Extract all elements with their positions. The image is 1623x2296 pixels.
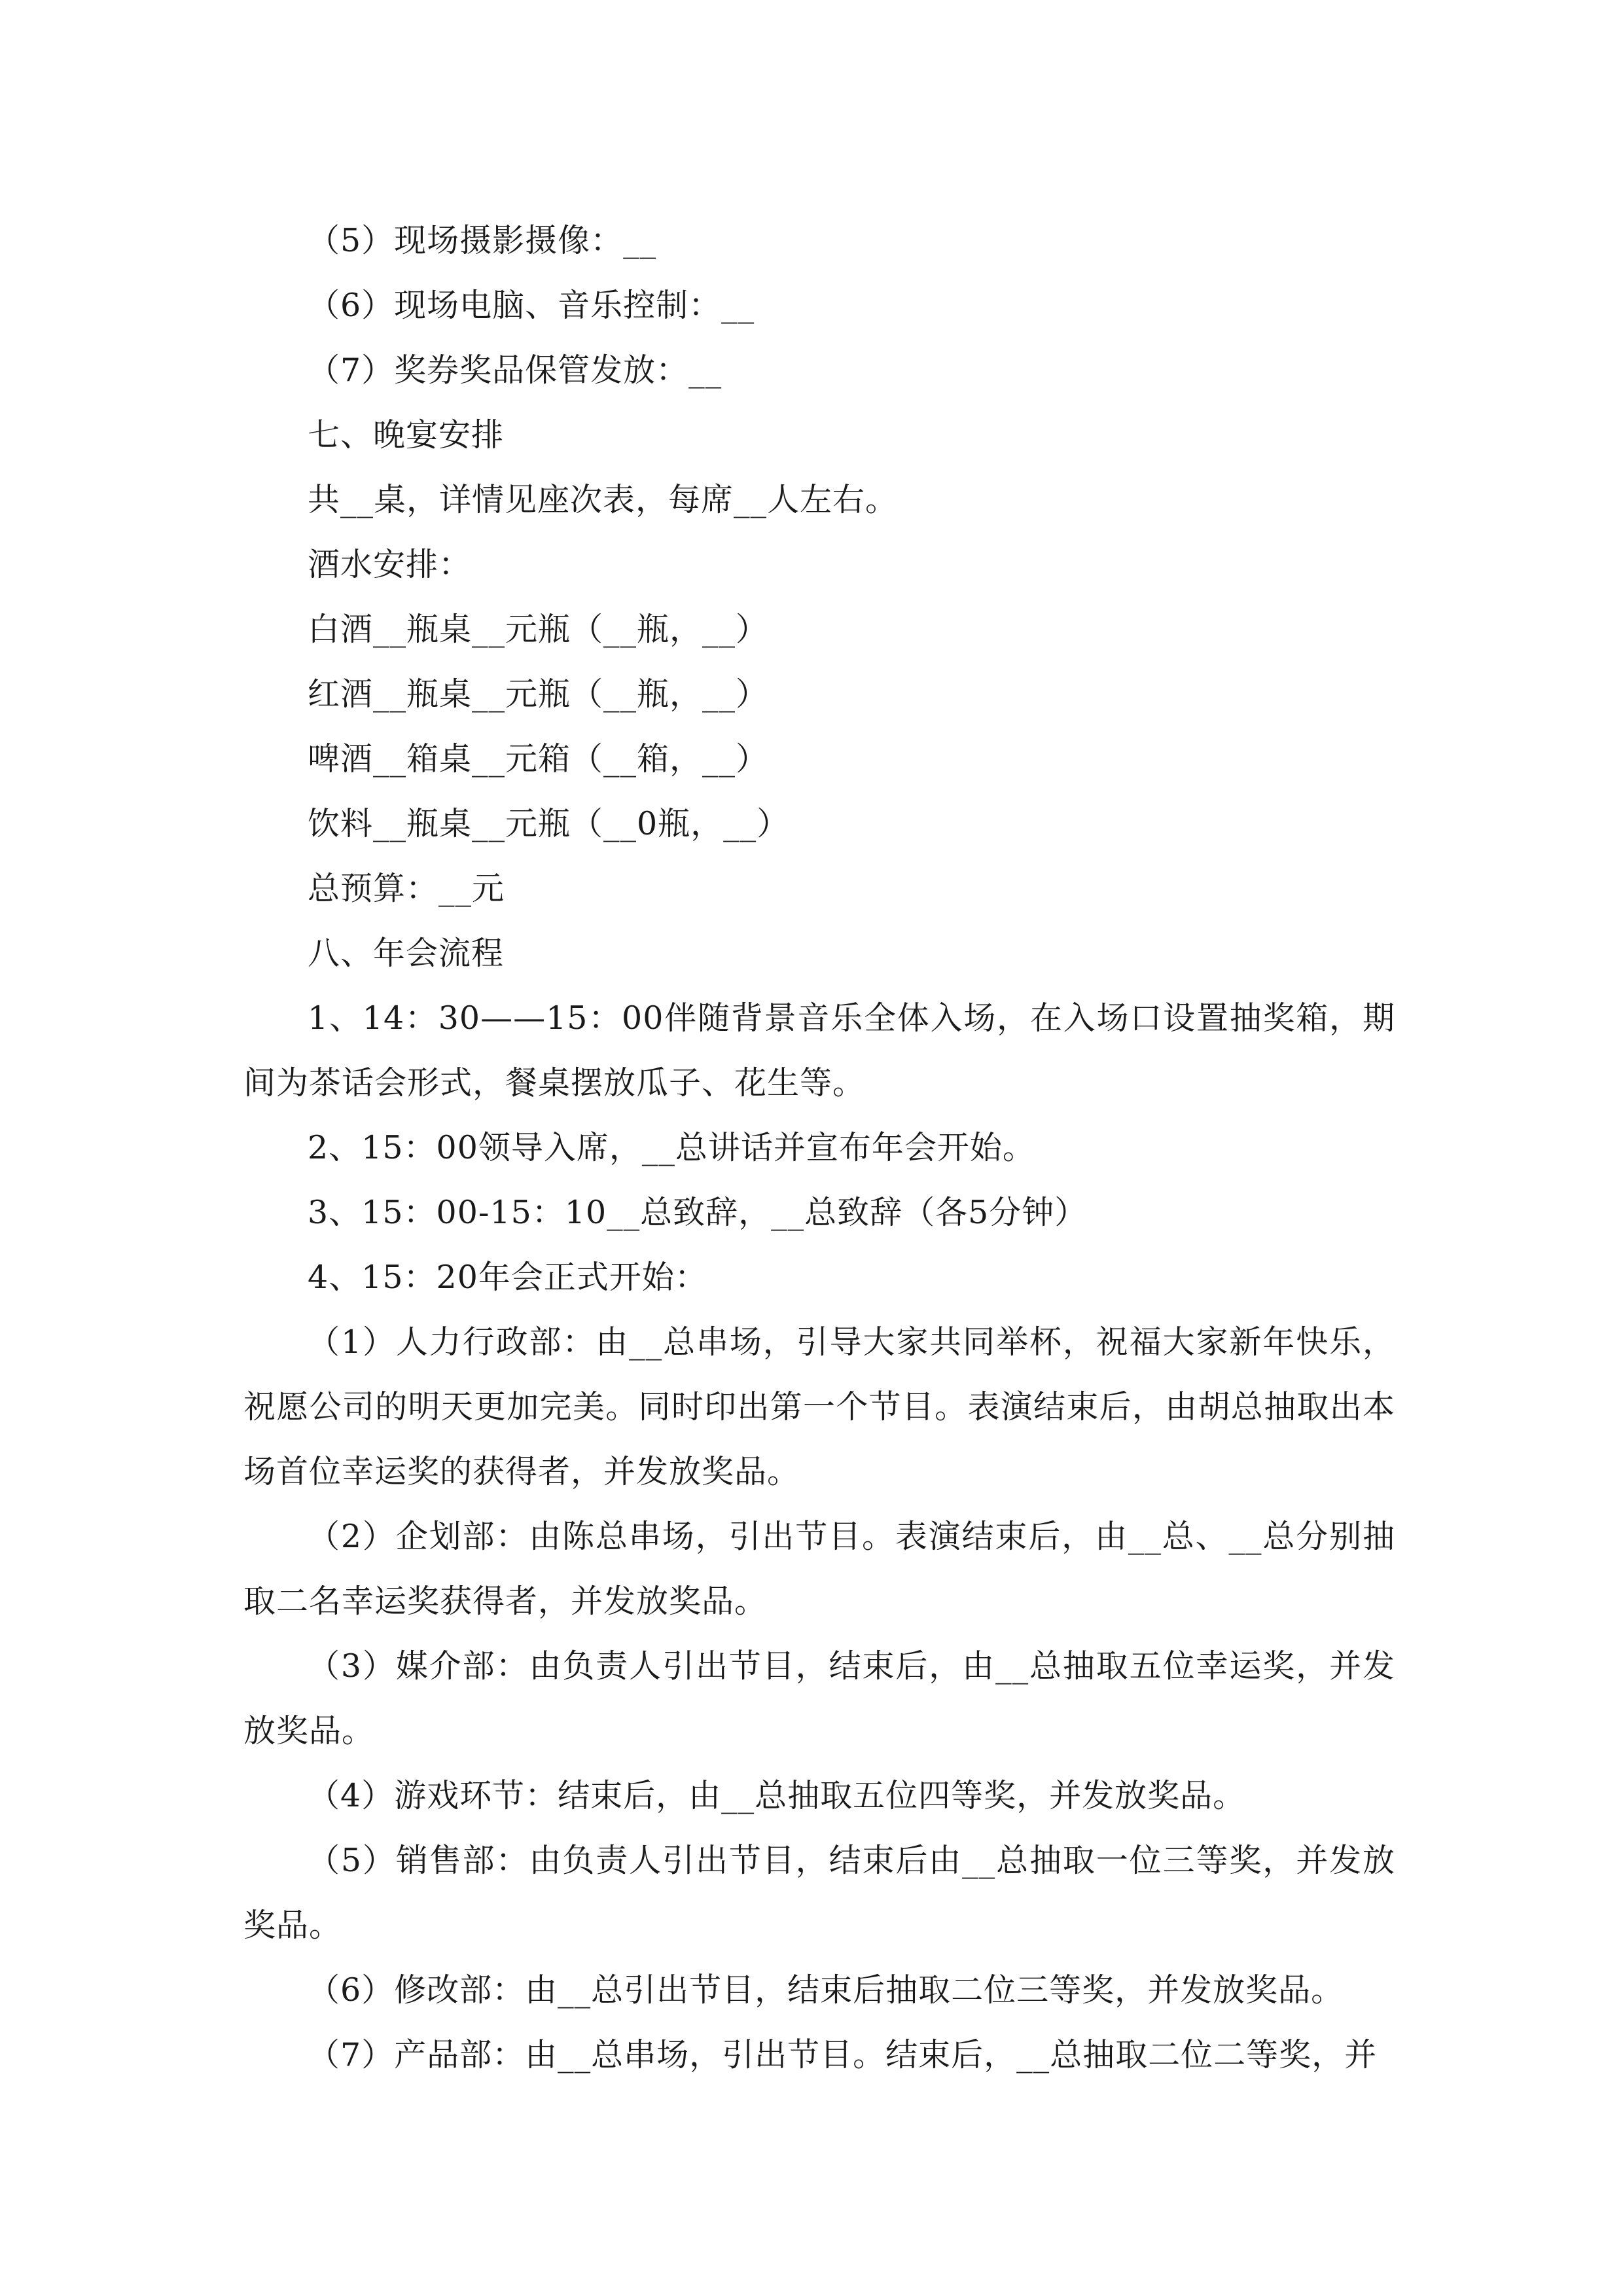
paragraph-product-department: （7）产品部：由__总串场，引出节目。结束后，__总抽取二位二等奖，并	[308, 2036, 1378, 2073]
paragraph-photography: （5）现场摄影摄像：__	[308, 222, 657, 259]
paragraph-soft-drinks: 饮料__瓶桌__元瓶（__0瓶，__）	[308, 805, 790, 842]
paragraph-flow-step-4: 4、15：20年会正式开始：	[308, 1259, 707, 1296]
paragraph-game-segment: （4）游戏环节：结束后，由__总抽取五位四等奖，并发放奖品。	[308, 1777, 1246, 1814]
paragraph-hr-department: （1）人力行政部：由__总串场，引导大家共同举杯，祝福大家新年快乐，祝愿公司的明天更加完美。同时印出第一个节目。表演结束后，由胡总抽取出本场首位幸运奖的获得者，并发放奖品。	[243, 1323, 1395, 1490]
heading-annual-meeting-flow: 八、年会流程	[308, 935, 505, 972]
paragraph-flow-step-2: 2、15：00领导入席，__总讲话并宣布年会开始。	[308, 1129, 1035, 1166]
paragraph-media-department: （3）媒介部：由负责人引出节目，结束后，由__总抽取五位幸运奖，并发放奖品。	[243, 1647, 1395, 1749]
paragraph-sales-department: （5）销售部：由负责人引出节目，结束后由__总抽取一位三等奖，并发放奖品。	[243, 1842, 1395, 1944]
paragraph-tables: 共__桌，详情见座次表，每席__人左右。	[308, 481, 899, 518]
paragraph-total-budget: 总预算：__元	[308, 870, 505, 907]
paragraph-flow-step-1: 1、14：30——15：00伴随背景音乐全体入场，在入场口设置抽奖箱，期间为茶话会形式，餐桌摆放瓜子、花生等。	[243, 999, 1395, 1102]
paragraph-revision-department: （6）修改部：由__总引出节目，结束后抽取二位三等奖，并发放奖品。	[308, 1971, 1344, 2009]
paragraph-prize-storage: （7）奖券奖品保管发放：__	[308, 351, 722, 389]
document-body	[243, 208, 1395, 2087]
paragraph-baijiu: 白酒__瓶桌__元瓶（__瓶，__）	[308, 611, 769, 648]
heading-dinner-arrangement: 七、晚宴安排	[308, 416, 505, 454]
paragraph-planning-department: （2）企划部：由陈总串场，引出节目。表演结束后，由__总、__总分别抽取二名幸运奖获得者，并发放奖品。	[243, 1518, 1395, 1620]
paragraph-red-wine: 红酒__瓶桌__元瓶（__瓶，__）	[308, 675, 769, 713]
paragraph-beer: 啤酒__箱桌__元箱（__箱，__）	[308, 740, 769, 778]
paragraph-flow-step-3: 3、15：00-15：10__总致辞，__总致辞（各5分钟）	[308, 1194, 1088, 1231]
paragraph-drinks-heading: 酒水安排：	[308, 546, 472, 583]
paragraph-computer-music: （6）现场电脑、音乐控制：__	[308, 287, 755, 324]
